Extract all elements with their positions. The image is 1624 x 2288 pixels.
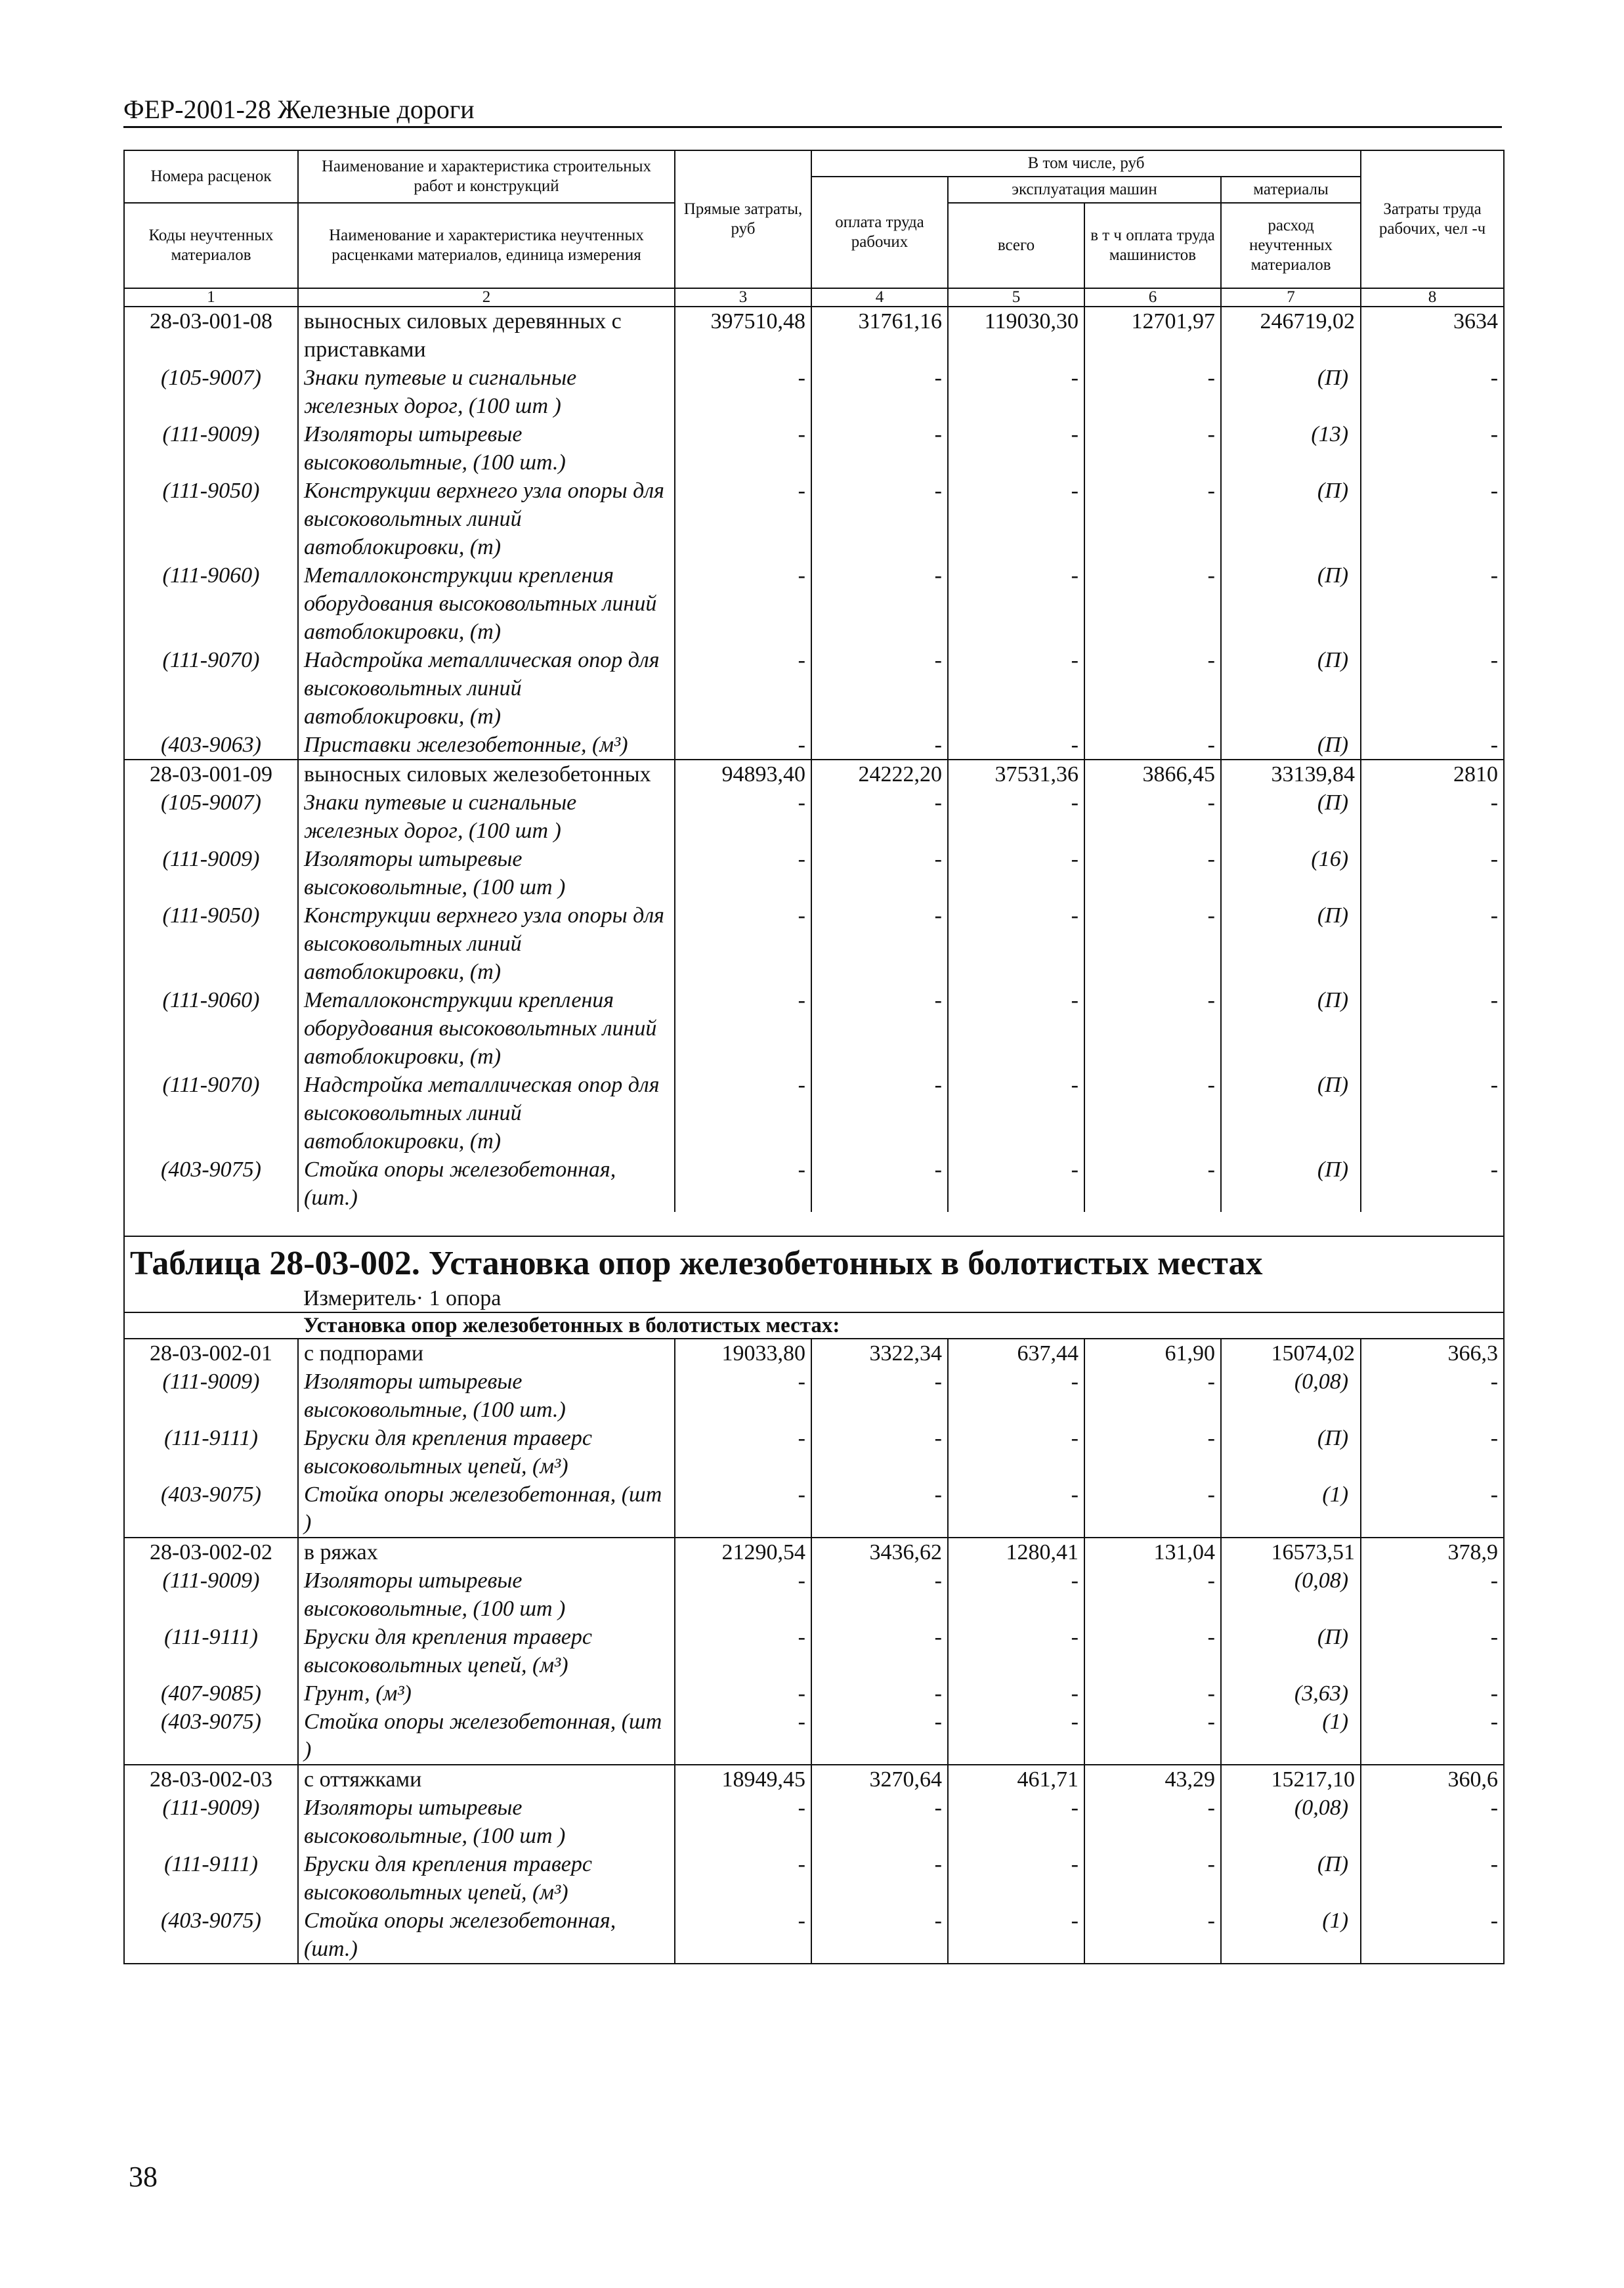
dash-cell: - [1361, 477, 1504, 561]
section-title: Таблица 28-03-002. Установка опор железобетонных в болотистых местах [130, 1245, 1263, 1282]
header-col7: расход неучтенных материалов [1221, 203, 1361, 288]
rate-code: 28-03-002-02 [124, 1538, 298, 1566]
material-name: Изоляторы штыревые высоковольтные, (100 шт.) [298, 420, 675, 477]
dash-cell: - [811, 1679, 948, 1708]
dash-cell: - [811, 1480, 948, 1538]
dash-cell: - [1361, 1155, 1504, 1212]
dash-cell: - [1084, 1480, 1221, 1538]
material-name: Стойка опоры железобетонная, (шт.) [298, 1155, 675, 1212]
dash-cell: - [811, 1850, 948, 1907]
material-code: (403-9075) [124, 1155, 298, 1212]
rate-code: 28-03-001-08 [124, 307, 298, 364]
material-code: (111-9070) [124, 1071, 298, 1155]
header-col2-bottom: Наименование и характеристика неучтенных расценками материалов, единица измерения [298, 203, 675, 288]
labor-hours: 3634 [1361, 307, 1504, 364]
operator-cost: 131,04 [1084, 1538, 1221, 1566]
material-name: Металлоконструкции крепления оборудования высоковольтных линий автоблокировки, (т) [298, 986, 675, 1071]
dash-cell: - [948, 788, 1084, 845]
material-row [124, 1424, 1504, 1480]
dash-cell: - [811, 788, 948, 845]
dash-cell: - [1084, 788, 1221, 845]
material-cost: 15217,10 [1221, 1765, 1361, 1794]
dash-cell: - [675, 561, 811, 646]
dash-cell: - [675, 1850, 811, 1907]
operator-cost: 12701,97 [1084, 307, 1221, 364]
material-quantity: (0,08) [1221, 1368, 1361, 1424]
dash-cell: - [948, 1907, 1084, 1964]
work-name: выносных силовых железобетонных [298, 760, 675, 788]
material-name: Стойка опоры железобетонная, (шт.) [298, 1907, 675, 1964]
material-quantity: (П) [1221, 477, 1361, 561]
dash-cell: - [948, 986, 1084, 1071]
material-name: Бруски для крепления траверс высоковольтных цепей, (м³) [298, 1623, 675, 1679]
dash-cell: - [675, 1623, 811, 1679]
dash-cell: - [948, 1794, 1084, 1850]
material-code: (403-9075) [124, 1480, 298, 1538]
rate-code: 28-03-002-03 [124, 1765, 298, 1794]
header-col3: Прямые затраты, руб [675, 150, 811, 288]
dash-cell: - [1361, 1623, 1504, 1679]
work-name: в ряжах [298, 1538, 675, 1566]
rate-code: 28-03-002-01 [124, 1339, 298, 1368]
material-row [124, 788, 1504, 845]
page-header [123, 92, 1502, 128]
dash-cell: - [1084, 901, 1221, 986]
direct-cost: 18949,45 [675, 1765, 811, 1794]
dash-cell: - [675, 1708, 811, 1765]
material-cost: 16573,51 [1221, 1538, 1361, 1566]
dash-cell: - [675, 646, 811, 731]
col-number: 3 [675, 288, 811, 307]
material-name: Знаки путевые и сигнальные железных дорог, (100 шт ) [298, 788, 675, 845]
dash-cell: - [811, 845, 948, 901]
material-quantity: (13) [1221, 420, 1361, 477]
col-number: 6 [1084, 288, 1221, 307]
material-quantity: (16) [1221, 845, 1361, 901]
dash-cell: - [675, 1794, 811, 1850]
material-row [124, 1071, 1504, 1155]
material-row [124, 901, 1504, 986]
labor-hours: 378,9 [1361, 1538, 1504, 1566]
dash-cell: - [1361, 1566, 1504, 1623]
col-number: 7 [1221, 288, 1361, 307]
meter-row [124, 1285, 1504, 1312]
machine-cost: 637,44 [948, 1339, 1084, 1368]
material-name: Бруски для крепления траверс высоковольтных цепей, (м³) [298, 1850, 675, 1907]
material-code: (111-9009) [124, 1566, 298, 1623]
labor-cost: 24222,20 [811, 760, 948, 788]
material-code: (105-9007) [124, 788, 298, 845]
dash-cell: - [1361, 1071, 1504, 1155]
dash-cell: - [675, 845, 811, 901]
material-name: Стойка опоры железобетонная, (шт ) [298, 1480, 675, 1538]
material-name: Надстройка металлическая опор для высоковольтных линий автоблокировки, (т) [298, 1071, 675, 1155]
material-quantity: (П) [1221, 986, 1361, 1071]
dash-cell: - [948, 420, 1084, 477]
dash-cell: - [1084, 1566, 1221, 1623]
dash-cell: - [811, 1155, 948, 1212]
machine-cost: 119030,30 [948, 307, 1084, 364]
header-col1-top: Номера расценок [124, 150, 298, 203]
material-name: Конструкции верхнего узла опоры для высоковольтных линий автоблокировки, (т) [298, 477, 675, 561]
material-code: (403-9063) [124, 731, 298, 760]
material-quantity: (П) [1221, 1071, 1361, 1155]
dash-cell: - [1361, 561, 1504, 646]
dash-cell: - [675, 1907, 811, 1964]
dash-cell: - [675, 1679, 811, 1708]
material-code: (111-9111) [124, 1623, 298, 1679]
table-row [124, 760, 1504, 788]
material-row [124, 561, 1504, 646]
dash-cell: - [1084, 1907, 1221, 1964]
dash-cell: - [675, 986, 811, 1071]
dash-cell: - [1084, 420, 1221, 477]
header-col6: в т ч оплата труда машинистов [1084, 203, 1221, 288]
labor-hours: 366,3 [1361, 1339, 1504, 1368]
page-number: 38 [129, 2161, 158, 2193]
dash-cell: - [1361, 986, 1504, 1071]
labor-cost: 3322,34 [811, 1339, 948, 1368]
labor-cost: 3436,62 [811, 1538, 948, 1566]
dash-cell: - [1084, 561, 1221, 646]
header-materials: материалы [1221, 177, 1361, 203]
labor-hours: 360,6 [1361, 1765, 1504, 1794]
dash-cell: - [948, 561, 1084, 646]
dash-cell: - [948, 845, 1084, 901]
dash-cell: - [1084, 646, 1221, 731]
material-quantity: (0,08) [1221, 1794, 1361, 1850]
material-code: (111-9060) [124, 561, 298, 646]
material-row [124, 646, 1504, 731]
material-row [124, 731, 1504, 760]
material-code: (105-9007) [124, 364, 298, 420]
dash-cell: - [811, 1623, 948, 1679]
header-col4: оплата труда рабочих [811, 177, 948, 288]
dash-cell: - [948, 1708, 1084, 1765]
material-quantity: (П) [1221, 731, 1361, 760]
dash-cell: - [811, 901, 948, 986]
dash-cell: - [1084, 1368, 1221, 1424]
material-row [124, 1907, 1504, 1964]
dash-cell: - [811, 1071, 948, 1155]
dash-cell: - [948, 1424, 1084, 1480]
dash-cell: - [1084, 1679, 1221, 1708]
material-code: (403-9075) [124, 1907, 298, 1964]
dash-cell: - [1084, 1071, 1221, 1155]
dash-cell: - [1084, 986, 1221, 1071]
machine-cost: 37531,36 [948, 760, 1084, 788]
dash-cell: - [675, 1155, 811, 1212]
material-cost: 246719,02 [1221, 307, 1361, 364]
material-row [124, 845, 1504, 901]
table-body-1 [124, 307, 1504, 1212]
material-quantity: (1) [1221, 1907, 1361, 1964]
dash-cell: - [1361, 788, 1504, 845]
col-number: 2 [298, 288, 675, 307]
material-code: (111-9050) [124, 477, 298, 561]
dash-cell: - [948, 477, 1084, 561]
material-row [124, 1155, 1504, 1212]
labor-cost: 31761,16 [811, 307, 948, 364]
material-name: Грунт, (м³) [298, 1679, 675, 1708]
dash-cell: - [948, 731, 1084, 760]
dash-cell: - [675, 901, 811, 986]
dash-cell: - [948, 1566, 1084, 1623]
dash-cell: - [1084, 1850, 1221, 1907]
meter-text: Измеритель· 1 опора [303, 1286, 502, 1310]
dash-cell: - [1084, 1794, 1221, 1850]
dash-cell: - [675, 1566, 811, 1623]
direct-cost: 21290,54 [675, 1538, 811, 1566]
material-quantity: (П) [1221, 1623, 1361, 1679]
table-row [124, 1765, 1504, 1794]
dash-cell: - [675, 1424, 811, 1480]
dash-cell: - [675, 1368, 811, 1424]
dash-cell: - [811, 420, 948, 477]
material-quantity: (1) [1221, 1480, 1361, 1538]
operator-cost: 3866,45 [1084, 760, 1221, 788]
material-quantity: (П) [1221, 1155, 1361, 1212]
material-row [124, 420, 1504, 477]
dash-cell: - [948, 364, 1084, 420]
table-row [124, 1339, 1504, 1368]
material-row [124, 1708, 1504, 1765]
section-block [124, 1212, 1504, 1339]
dash-cell: - [1084, 1424, 1221, 1480]
material-code: (111-9009) [124, 420, 298, 477]
material-name: Стойка опоры железобетонная, (шт ) [298, 1708, 675, 1765]
material-quantity: (П) [1221, 1424, 1361, 1480]
dash-cell: - [1361, 420, 1504, 477]
dash-cell: - [1084, 1155, 1221, 1212]
material-cost: 33139,84 [1221, 760, 1361, 788]
dash-cell: - [948, 1679, 1084, 1708]
col-number: 5 [948, 288, 1084, 307]
dash-cell: - [675, 1480, 811, 1538]
material-quantity: (П) [1221, 1850, 1361, 1907]
table-row [124, 307, 1504, 364]
material-quantity: (1) [1221, 1708, 1361, 1765]
price-table [123, 150, 1505, 1964]
dash-cell: - [811, 646, 948, 731]
direct-cost: 94893,40 [675, 760, 811, 788]
dash-cell: - [948, 1155, 1084, 1212]
dash-cell: - [1361, 1850, 1504, 1907]
material-name: Конструкции верхнего узла опоры для высоковольтных линий автоблокировки, (т) [298, 901, 675, 986]
material-name: Приставки железобетонные, (м³) [298, 731, 675, 760]
material-quantity: (3,63) [1221, 1679, 1361, 1708]
dash-cell: - [1361, 1424, 1504, 1480]
dash-cell: - [811, 477, 948, 561]
page-header-title: ФЕР-2001-28 Железные дороги [123, 95, 475, 124]
material-quantity: (П) [1221, 561, 1361, 646]
dash-cell: - [1361, 1907, 1504, 1964]
material-row [124, 364, 1504, 420]
dash-cell: - [675, 364, 811, 420]
material-row [124, 1566, 1504, 1623]
dash-cell: - [948, 1071, 1084, 1155]
dash-cell: - [1084, 1708, 1221, 1765]
material-code: (111-9009) [124, 1368, 298, 1424]
material-code: (403-9075) [124, 1708, 298, 1765]
material-row [124, 986, 1504, 1071]
subhead-text: Установка опор железобетонных в болотистых местах: [303, 1314, 840, 1337]
labor-cost: 3270,64 [811, 1765, 948, 1794]
dash-cell: - [675, 788, 811, 845]
dash-cell: - [1361, 1679, 1504, 1708]
dash-cell: - [1361, 845, 1504, 901]
dash-cell: - [811, 1708, 948, 1765]
header-col2-top: Наименование и характеристика строительных работ и конструкций [298, 150, 675, 203]
col-number: 1 [124, 288, 298, 307]
material-row [124, 1623, 1504, 1679]
direct-cost: 19033,80 [675, 1339, 811, 1368]
dash-cell: - [1084, 845, 1221, 901]
material-row [124, 1679, 1504, 1708]
material-code: (111-9009) [124, 1794, 298, 1850]
subhead-row [124, 1312, 1504, 1339]
dash-cell: - [675, 1071, 811, 1155]
header-col1-bottom: Коды неучтенных материалов [124, 203, 298, 288]
table-row [124, 1538, 1504, 1566]
operator-cost: 61,90 [1084, 1339, 1221, 1368]
dash-cell: - [811, 1424, 948, 1480]
machine-cost: 1280,41 [948, 1538, 1084, 1566]
material-row [124, 1480, 1504, 1538]
dash-cell: - [1084, 364, 1221, 420]
material-name: Бруски для крепления траверс высоковольтных цепей, (м³) [298, 1424, 675, 1480]
material-name: Изоляторы штыревые высоковольтные, (100 шт ) [298, 845, 675, 901]
dash-cell: - [811, 1368, 948, 1424]
dash-cell: - [675, 420, 811, 477]
direct-cost: 397510,48 [675, 307, 811, 364]
dash-cell: - [1361, 901, 1504, 986]
material-code: (111-9070) [124, 646, 298, 731]
material-quantity: (П) [1221, 646, 1361, 731]
dash-cell: - [1084, 731, 1221, 760]
dash-cell: - [1361, 1794, 1504, 1850]
dash-cell: - [948, 1368, 1084, 1424]
material-code: (111-9111) [124, 1424, 298, 1480]
dash-cell: - [1084, 1623, 1221, 1679]
dash-cell: - [1084, 477, 1221, 561]
material-row [124, 477, 1504, 561]
dash-cell: - [948, 1480, 1084, 1538]
material-name: Металлоконструкции крепления оборудования высоковольтных линий автоблокировки, (т) [298, 561, 675, 646]
material-code: (407-9085) [124, 1679, 298, 1708]
dash-cell: - [811, 364, 948, 420]
material-name: Изоляторы штыревые высоковольтные, (100 шт.) [298, 1368, 675, 1424]
header-machines: эксплуатация машин [948, 177, 1221, 203]
dash-cell: - [811, 561, 948, 646]
dash-cell: - [948, 646, 1084, 731]
labor-hours: 2810 [1361, 760, 1504, 788]
material-code: (111-9009) [124, 845, 298, 901]
header-col5: всего [948, 203, 1084, 288]
operator-cost: 43,29 [1084, 1765, 1221, 1794]
dash-cell: - [1361, 364, 1504, 420]
material-row [124, 1794, 1504, 1850]
dash-cell: - [948, 1623, 1084, 1679]
material-name: Знаки путевые и сигнальные железных дорог, (100 шт ) [298, 364, 675, 420]
material-name: Изоляторы штыревые высоковольтные, (100 шт ) [298, 1566, 675, 1623]
header-col8: Затраты труда рабочих, чел -ч [1361, 150, 1504, 288]
dash-cell: - [1361, 646, 1504, 731]
rate-code: 28-03-001-09 [124, 760, 298, 788]
dash-cell: - [948, 901, 1084, 986]
material-code: (111-9111) [124, 1850, 298, 1907]
material-code: (111-9060) [124, 986, 298, 1071]
col-number: 4 [811, 288, 948, 307]
material-row [124, 1850, 1504, 1907]
material-quantity: (П) [1221, 788, 1361, 845]
dash-cell: - [811, 986, 948, 1071]
machine-cost: 461,71 [948, 1765, 1084, 1794]
col-number: 8 [1361, 288, 1504, 307]
header-group: В том числе, руб [811, 150, 1361, 177]
dash-cell: - [675, 477, 811, 561]
section-title-row [124, 1236, 1504, 1285]
dash-cell: - [811, 1907, 948, 1964]
material-quantity: (П) [1221, 901, 1361, 986]
dash-cell: - [811, 1794, 948, 1850]
material-row [124, 1368, 1504, 1424]
dash-cell: - [948, 1850, 1084, 1907]
dash-cell: - [1361, 731, 1504, 760]
material-name: Надстройка металлическая опор для высоковольтных линий автоблокировки, (т) [298, 646, 675, 731]
dash-cell: - [811, 731, 948, 760]
dash-cell: - [811, 1566, 948, 1623]
dash-cell: - [675, 731, 811, 760]
material-quantity: (П) [1221, 364, 1361, 420]
material-code: (111-9050) [124, 901, 298, 986]
table-body-2 [124, 1339, 1504, 1964]
dash-cell: - [1361, 1368, 1504, 1424]
work-name: с подпорами [298, 1339, 675, 1368]
material-name: Изоляторы штыревые высоковольтные, (100 шт ) [298, 1794, 675, 1850]
dash-cell: - [1361, 1480, 1504, 1538]
work-name: выносных силовых деревянных с приставками [298, 307, 675, 364]
material-cost: 15074,02 [1221, 1339, 1361, 1368]
dash-cell: - [1361, 1708, 1504, 1765]
material-quantity: (0,08) [1221, 1566, 1361, 1623]
work-name: с оттяжками [298, 1765, 675, 1794]
